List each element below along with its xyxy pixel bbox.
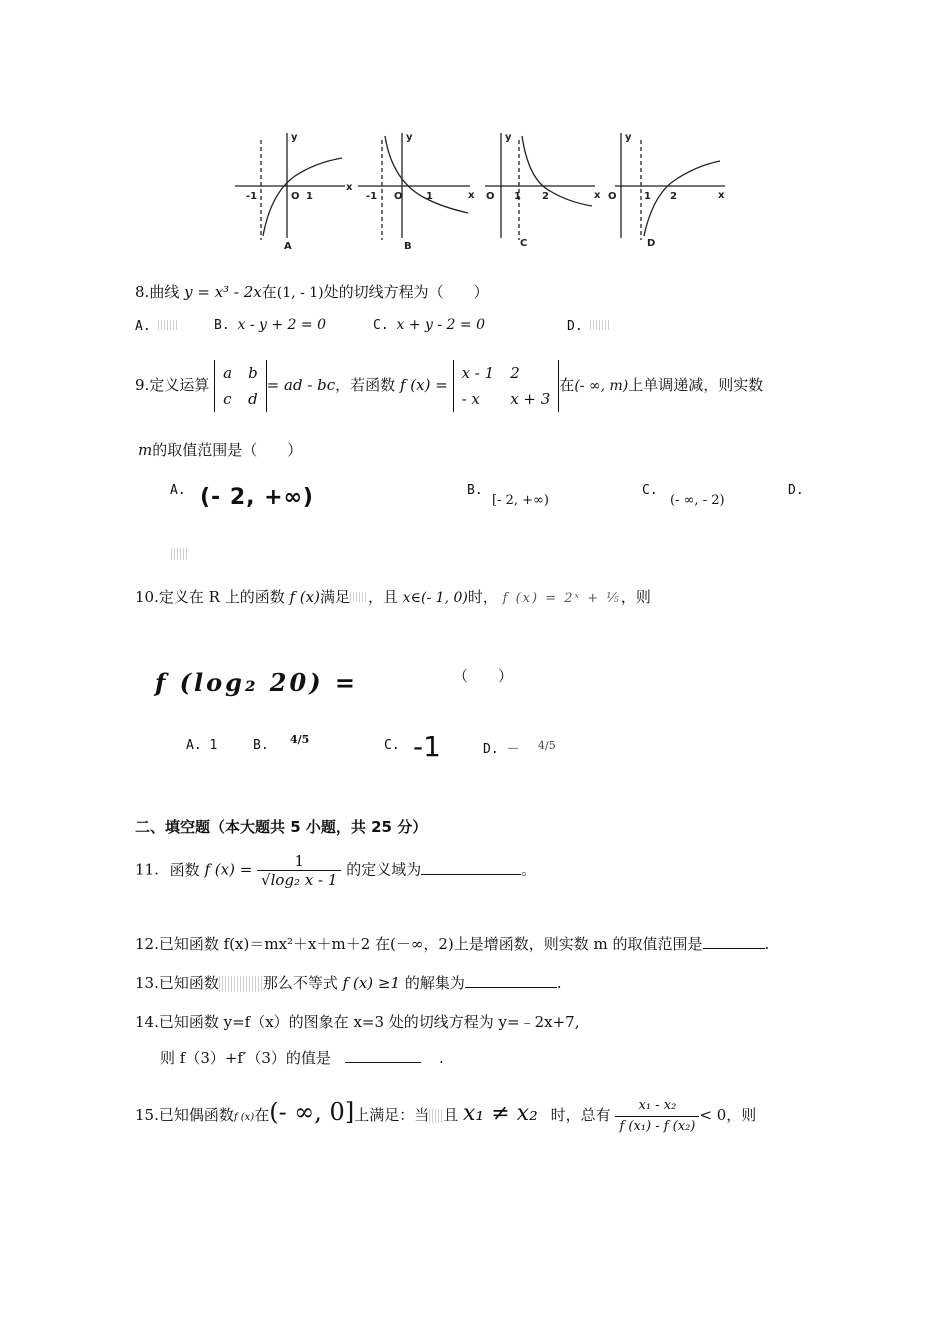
q9-option-b-value: [- 2, +∞) <box>492 493 549 508</box>
q10-formula: f (x) = 2ˣ + ⅕ <box>502 591 621 606</box>
graph-a-tick-1: 1 <box>306 191 313 202</box>
q8-option-c-value: x + y - 2 = 0 <box>396 317 485 333</box>
graph-c-y-label: y <box>505 132 512 143</box>
q8-option-b-value: x - y + 2 = 0 <box>237 317 326 333</box>
q10-option-c-value: -1 <box>413 730 441 763</box>
q15-function: f (x) <box>233 1112 255 1123</box>
q13-piecewise-image <box>219 976 263 992</box>
graph-b-y-label: y <box>406 132 413 143</box>
q9-number: 9. <box>135 376 150 394</box>
q8-stem <box>135 281 489 302</box>
graph-c-tick-2: 2 <box>542 191 549 202</box>
q9-option-c-value: (- ∞, - 2) <box>670 493 725 508</box>
q11-text-a: 函数 <box>169 860 200 879</box>
det-cell: c <box>223 390 232 408</box>
q9-text-d: 上单调递减，则实数 <box>628 376 764 394</box>
graph-d-tick-1: 1 <box>644 191 651 202</box>
q8-option-d-image <box>590 320 610 330</box>
q9-text-b: ，若函数 <box>335 376 396 394</box>
q9-option-a-value: (- 2, +∞) <box>200 485 314 510</box>
q10-text-c: ，且 <box>367 588 398 606</box>
q13-end: . <box>556 974 562 992</box>
q9-option-c-label: C. <box>642 483 658 498</box>
q9-option-d-label: D. <box>788 483 804 498</box>
q14-line1: 14.已知函数 y=f（x）的图象在 x=3 处的切线方程为 y=﹣2x+7, <box>135 1013 580 1031</box>
q9-determinant-def <box>214 360 267 412</box>
graph-d-x-label: x <box>718 190 725 201</box>
graph-d-y-label: y <box>625 132 632 143</box>
q9-option-c[interactable] <box>642 483 658 498</box>
q10-condition-image <box>350 592 368 602</box>
q10-option-b-text: 4/5 <box>290 733 310 746</box>
q8-text-c: 处的切线方程为（ ） <box>323 283 489 301</box>
q15-text-b: 在 <box>254 1106 270 1124</box>
q10-text-e: ，则 <box>620 588 651 606</box>
q8-option-d-label: D. <box>567 319 583 334</box>
q9-function: f (x) = <box>399 376 448 394</box>
q8-option-a-label: A. <box>135 319 151 334</box>
q10-option-c-label: C. <box>384 738 400 753</box>
det-cell: - x <box>461 390 480 408</box>
q10-option-b[interactable] <box>253 738 269 753</box>
graph-a-label: A <box>284 241 292 252</box>
q14-line2 <box>160 1047 444 1068</box>
q10-option-c[interactable] <box>384 738 400 753</box>
q9-stem <box>135 358 763 413</box>
q11-number: 11. <box>135 860 159 879</box>
graph-c-label: C <box>520 238 528 249</box>
q15-text-f: ，则 <box>726 1106 757 1124</box>
q10-function: f (x) <box>289 588 320 606</box>
q9-interval: (- ∞, m) <box>574 378 629 394</box>
q13-stem <box>135 972 562 993</box>
q8-option-b[interactable] <box>214 317 326 333</box>
q10-option-b-label: B. <box>253 738 269 753</box>
graph-c-curve <box>522 136 592 206</box>
q9-option-d-image <box>171 548 189 560</box>
graph-b-tick-origin: O <box>394 191 403 202</box>
det-cell: 2 <box>510 364 520 382</box>
q9-option-d[interactable] <box>788 483 804 498</box>
q13-inequality: f (x) ≥1 <box>342 974 401 992</box>
det-cell: x - 1 <box>461 364 495 382</box>
q12-stem <box>135 933 769 954</box>
q15-fraction-denominator: f (x₁) - f (x₂) <box>619 1118 696 1134</box>
graph-b-tick-neg1: -1 <box>366 191 378 202</box>
q12-end: . <box>764 935 770 953</box>
graph-d-curve <box>644 161 720 236</box>
q8-option-c[interactable] <box>373 317 485 333</box>
q11-numerator: 1 <box>257 852 341 871</box>
q9-option-b-label: B. <box>467 483 483 498</box>
q8-point: (1, - 1) <box>276 285 324 301</box>
section-heading: 二、填空题（本大题共 5 小题，共 25 分） <box>135 818 428 836</box>
q10-paren: （ ） <box>453 667 514 685</box>
q9-variable-m: m <box>138 441 153 459</box>
q15-condition-image <box>429 1109 443 1123</box>
q8-option-c-label: C. <box>373 318 389 333</box>
q15-inequality: x₁ ≠ x₂ <box>463 1101 538 1126</box>
q11-end: 。 <box>521 860 537 879</box>
det-cell: a <box>223 364 233 382</box>
q12-answer-blank[interactable] <box>703 934 765 949</box>
q8-number: 8. <box>135 283 150 301</box>
q10-option-d-label: D. － <box>483 742 520 757</box>
q9-option-a-label: A. <box>170 483 186 498</box>
graph-a-tick-origin: O <box>291 191 300 202</box>
graph-b-label: B <box>404 241 412 252</box>
q15-fraction <box>615 1096 699 1137</box>
q9-line2-text: 的取值范围是（ ） <box>152 441 303 459</box>
q14-answer-blank[interactable] <box>345 1048 421 1063</box>
q8-option-a-image <box>158 320 178 330</box>
q10-stem <box>135 586 651 607</box>
graph-d-label: D <box>647 238 656 249</box>
q11-text-b: 的定义域为 <box>346 860 422 879</box>
graph-d-tick-origin: O <box>608 191 617 202</box>
q12-text: 12.已知函数 f(x)＝mx²＋x＋m＋2 在(－∞，2)上是增函数，则实数 m 的取值范围是 <box>135 935 703 953</box>
q8-option-b-label: B. <box>214 318 230 333</box>
q15-interval: (- ∞, 0] <box>269 1098 355 1126</box>
q8-text-b: 在 <box>261 283 277 301</box>
graph-a-x-label: x <box>346 182 353 193</box>
q15-less-than: < 0 <box>699 1106 727 1124</box>
q15-text-a: 15.已知偶函数 <box>135 1106 234 1124</box>
q10-text-b: 满足 <box>319 588 350 606</box>
q14-end: . <box>438 1049 444 1067</box>
q15-text-e: 时，总有 <box>550 1106 611 1124</box>
q11-stem <box>135 852 536 889</box>
q10-number: 10. <box>135 588 159 606</box>
function-graphs <box>230 128 730 253</box>
q13-text-a: 13.已知函数 <box>135 974 219 992</box>
q11-function: f (x) = <box>204 860 253 879</box>
graph-a-tick-neg1: -1 <box>246 191 258 202</box>
q8-text-a: 曲线 <box>149 283 180 301</box>
q15-fraction-numerator: x₁ - x₂ <box>615 1096 699 1117</box>
graph-a-curve <box>263 158 342 236</box>
q15-text-d: 且 <box>443 1106 459 1124</box>
q8-formula: y = x³ - 2x <box>184 283 262 301</box>
q10-option-b-value <box>290 735 309 745</box>
q9-text-c: 在 <box>559 376 575 394</box>
q13-text-b: 那么不等式 <box>262 974 338 992</box>
q11-fraction <box>257 852 341 889</box>
q9-text-a: 定义运算 <box>149 376 210 394</box>
q10-option-d[interactable] <box>483 738 519 757</box>
q11-answer-blank[interactable] <box>421 860 521 875</box>
q9-determinant-func <box>453 360 560 412</box>
q10-text-a: 定义在 R 上的函数 <box>158 588 285 606</box>
q14-line2-text: 则 f（3）+f′（3）的值是 <box>160 1049 331 1067</box>
q15-text-c: 上满足：当 <box>354 1106 430 1124</box>
q9-def-rhs: = ad - bc <box>266 376 336 394</box>
q10-domain: x∈(- 1, 0) <box>402 590 468 606</box>
det-cell: d <box>248 390 258 408</box>
q13-text-c: 的解集为 <box>404 974 465 992</box>
det-cell: x + 3 <box>510 390 551 408</box>
graph-c-tick-1: 1 <box>514 191 521 202</box>
graph-d-tick-2: 2 <box>670 191 677 202</box>
q8-option-d[interactable] <box>567 319 610 334</box>
q10-text-d: 时， <box>467 588 498 606</box>
det-cell: b <box>248 364 258 382</box>
q9-option-b[interactable] <box>467 483 483 498</box>
q8-option-a[interactable] <box>135 319 178 334</box>
q11-radicand: log₂ x - 1 <box>270 871 338 889</box>
graph-c-x-label: x <box>594 190 601 201</box>
q10-option-d-value: 4/5 <box>538 739 556 752</box>
graph-b-x-label: x <box>468 190 475 201</box>
graph-c-tick-origin: O <box>486 191 495 202</box>
q9-stem-line2 <box>138 439 302 460</box>
q15-stem <box>135 1090 756 1140</box>
q9-option-a[interactable] <box>170 483 186 498</box>
graph-b-tick-1: 1 <box>426 191 433 202</box>
graph-a-y-label: y <box>291 132 298 143</box>
q11-denominator: √log₂ x - 1 <box>261 871 338 889</box>
q10-expression: f (log₂ 20) = <box>155 668 359 697</box>
q13-answer-blank[interactable] <box>465 973 557 988</box>
q10-option-a[interactable]: A. 1 <box>186 738 218 753</box>
